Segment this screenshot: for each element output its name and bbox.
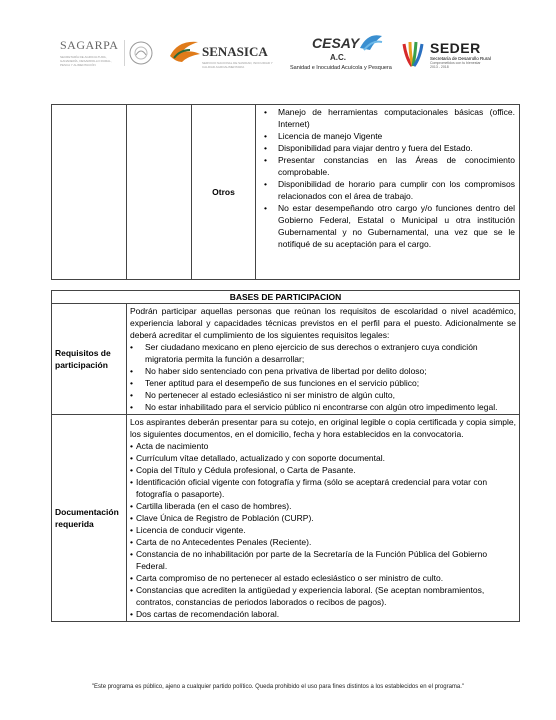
list-item: • Identificación oficial vigente con fotografía y firma (sólo se aceptará credencial para votar con fotografía o pasaporte). — [130, 476, 516, 500]
sagarpa-logo — [60, 38, 155, 78]
seder-name: SEDER — [430, 40, 481, 56]
list-item: • Ser ciudadano mexicano en pleno ejercicio de sus derechos o extranjero cuya condición migratoria permita la función a desarrollar; — [130, 341, 516, 365]
header-logos — [0, 28, 556, 84]
bases-table — [51, 290, 520, 622]
documentacion-list — [130, 440, 516, 620]
top-table-list-cell — [256, 105, 520, 280]
requisitos-row — [52, 304, 520, 415]
list-item: • No haber sido sentenciado con pena privativa de libertad por delito doloso; — [130, 365, 516, 377]
requisitos-content — [127, 304, 520, 415]
documentacion-intro: Los aspirantes deberán presentar para su cotejo, en original legible o copia certificada y copia simple, los siguientes documentos, en el domicilio, fecha y hora establecidos en la convocatoria. — [130, 417, 516, 439]
requisitos-intro: Podrán participar aquellas personas que reúnan los requisitos de escolaridad o nivel académico, experiencia laboral y capacidades técnicas previstos en el perfil para el puesto. Adicionalmente se deberá acreditar el cumplimiento de los siguientes requisitos legales: — [130, 306, 516, 340]
list-item: • Carta compromiso de no pertenecer al estado eclesiástico o ser ministro de culto. — [130, 572, 516, 584]
list-item: • Dos cartas de recomendación laboral. — [130, 608, 516, 620]
list-item: • Tener aptitud para el desempeño de sus funciones en el servicio público; — [130, 377, 516, 389]
footer-note: "Este programa es público, ajeno a cualquier partido político. Queda prohibido el uso para fines distintos a los establecidos en el programa." — [91, 684, 465, 690]
documentacion-row — [52, 415, 520, 622]
sagarpa-tagline: SECRETARÍA DE AGRICULTURA, GANADERÍA, DESARROLLO RURAL, PESCA Y ALIMENTACIÓN — [60, 55, 112, 67]
seder-emblem-icon — [400, 40, 426, 70]
list-item: • Constancias que acrediten la antigüedad y experiencia laboral. (Se aceptan nombramientos, contratos, constancias de periodos laborados o recibos de pagos). — [130, 584, 516, 608]
cesay-logo — [288, 32, 398, 78]
seder-line3: 2013 - 2018 — [430, 65, 449, 69]
requisitos-list — [130, 341, 516, 413]
list-item: • Acta de nacimiento — [130, 440, 516, 452]
list-item: • Licencia de conducir vigente. — [130, 524, 516, 536]
senasica-logo — [168, 38, 278, 78]
list-item: • Currículum vítae detallado, actualizado y con soporte documental. — [130, 452, 516, 464]
list-item: • Disponibilidad para viajar dentro y fuera del Estado. — [258, 142, 515, 154]
top-table-label: Otros — [192, 105, 256, 280]
list-item: • Presentar constancias en las Áreas de conocimiento comprobable. — [258, 154, 515, 178]
list-item: • Cartilla liberada (en el caso de hombres). — [130, 500, 516, 512]
list-item: • No estar inhabilitado para el servicio público ni encontrarse con algún otro impedimento legal. — [130, 401, 516, 413]
list-item: • Manejo de herramientas computacionales básicas (office. Internet) — [258, 106, 515, 130]
top-table — [51, 104, 520, 280]
cesay-caption: Sanidad e Inocuidad Acuícola y Pesquera — [290, 65, 392, 71]
list-item: • Licencia de manejo Vigente — [258, 130, 515, 142]
documentacion-label: Documentación requerida — [52, 415, 127, 622]
top-table-row — [52, 105, 520, 280]
top-table-cell-empty-2 — [127, 105, 192, 280]
seder-line2: Comprometidos con tu bienestar — [430, 61, 481, 65]
senasica-name: SENASICA — [202, 44, 268, 59]
seder-logo — [400, 40, 500, 80]
list-item: • Carta de no Antecedentes Penales (Reciente). — [130, 536, 516, 548]
cesay-name: CESAY — [312, 35, 360, 51]
bases-title: BASES DE PARTICIPACION — [52, 291, 520, 304]
bases-header-row — [52, 291, 520, 304]
list-item: • Disponibilidad de horario para cumplir con los compromisos relacionados con el área de trabajo. — [258, 178, 515, 202]
top-table-cell-empty-1 — [52, 105, 127, 280]
cesay-suffix: A.C. — [330, 53, 346, 62]
list-item: • Copia del Título y Cédula profesional, o Carta de Pasante. — [130, 464, 516, 476]
list-item: • Clave Única de Registro de Población (CURP). — [130, 512, 516, 524]
list-item: • No estar desempeñando otro cargo y/o funciones dentro del Gobierno Federal, Estatal o Municipal u otra institución Gubernamental y no Gubernamental, una vez que se le notifiqué de su aceptación para el cargo. — [258, 202, 515, 250]
list-item: • No pertenecer al estado eclesiástico ni ser ministro de algún culto, — [130, 389, 516, 401]
list-item: • Constancia de no inhabilitación por parte de la Secretaría de la Función Pública del Gobierno Federal. — [130, 548, 516, 572]
seder-line1: Secretaría de Desarrollo Rural — [430, 56, 491, 61]
documentacion-content — [127, 415, 520, 622]
senasica-wing-icon — [168, 38, 202, 64]
requisitos-label: Requisitos de participación — [52, 304, 127, 415]
top-table-list — [258, 106, 515, 250]
senasica-tagline: SERVICIO NACIONAL DE SANIDAD, INOCUIDAD Y CALIDAD AGROALIMENTARIA — [202, 61, 273, 69]
cesay-fish-icon — [358, 32, 384, 52]
sagarpa-name: SAGARPA — [60, 38, 119, 52]
sagarpa-seal-icon — [124, 38, 154, 68]
